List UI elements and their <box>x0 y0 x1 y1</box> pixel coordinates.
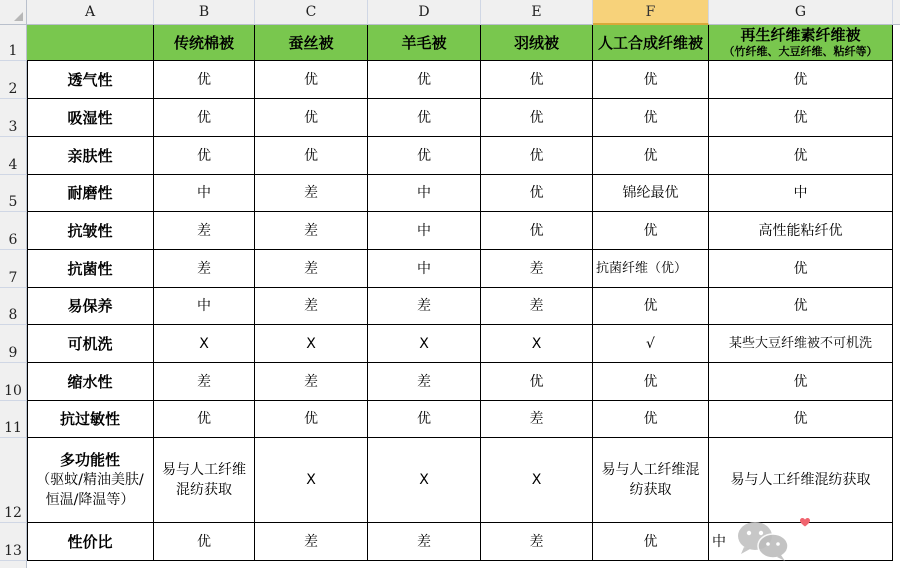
table-cell[interactable]: X <box>481 325 593 363</box>
table-cell[interactable]: X <box>368 325 481 363</box>
row-label-multifunction[interactable] <box>27 438 154 523</box>
table-cell[interactable]: 差 <box>255 212 368 250</box>
row-label[interactable]: 抗过敏性 <box>27 401 154 438</box>
row-label[interactable]: 抗菌性 <box>27 250 154 288</box>
table-cell[interactable]: 差 <box>481 401 593 438</box>
table-cell[interactable]: 易与人工纤维混纺获取 <box>593 438 709 523</box>
table-cell[interactable]: X <box>255 325 368 363</box>
table-cell[interactable]: 差 <box>255 363 368 401</box>
table-cell[interactable]: 优 <box>154 523 255 561</box>
col-header-f[interactable]: F <box>593 0 709 25</box>
row-header[interactable]: 11 <box>0 401 27 438</box>
table-cell[interactable]: 优 <box>255 401 368 438</box>
row-label-sub: （驱蚊/精油美肤/恒温/降温等） <box>36 472 144 508</box>
table-cell[interactable]: 差 <box>154 250 255 288</box>
table-cell[interactable]: 优 <box>154 99 255 137</box>
table-cell[interactable]: 差 <box>255 288 368 325</box>
row-label[interactable]: 吸湿性 <box>27 99 154 137</box>
col-header-e[interactable]: E <box>481 0 593 25</box>
wechat-logo-icon <box>735 518 793 562</box>
table-cell[interactable]: 差 <box>368 523 481 561</box>
table-cell[interactable]: 差 <box>368 288 481 325</box>
table-cell[interactable]: 差 <box>154 212 255 250</box>
table-cell[interactable]: 中 <box>368 212 481 250</box>
row-label: 多功能性 <box>59 451 120 469</box>
table-cell[interactable]: 差 <box>481 523 593 561</box>
row-label[interactable]: 耐磨性 <box>27 175 154 212</box>
table-cell[interactable]: 高性能粘纤优 <box>709 212 893 250</box>
row-header[interactable]: 5 <box>0 175 27 212</box>
table-cell[interactable]: 优 <box>593 401 709 438</box>
table-cell[interactable]: 锦纶最优 <box>593 175 709 212</box>
table-cell[interactable]: 中 <box>368 250 481 288</box>
row-header[interactable]: 3 <box>0 99 27 137</box>
header-regenerated-subtitle: （竹纤维、大豆纤维、粘纤等） <box>723 44 878 58</box>
table-cell[interactable]: 优 <box>154 61 255 99</box>
table-cell[interactable]: 差 <box>481 250 593 288</box>
row-header[interactable]: 4 <box>0 137 27 175</box>
table-cell[interactable]: 优 <box>481 175 593 212</box>
table-cell[interactable]: X <box>255 438 368 523</box>
col-header-h[interactable] <box>893 0 900 25</box>
table-cell[interactable]: 优 <box>481 137 593 175</box>
table-cell[interactable]: 优 <box>368 137 481 175</box>
table-cell[interactable]: 优 <box>709 288 893 325</box>
table-cell[interactable]: 优 <box>481 61 593 99</box>
table-cell[interactable]: 优 <box>368 401 481 438</box>
row-header[interactable]: 12 <box>0 438 27 523</box>
table-cell[interactable]: 易与人工纤维混纺获取 <box>154 438 255 523</box>
header-regenerated-title: 再生纤维素纤维被 <box>740 25 861 44</box>
table-cell[interactable]: 优 <box>481 212 593 250</box>
row-header[interactable]: 1 <box>0 25 27 61</box>
table-cell[interactable]: 优 <box>255 99 368 137</box>
col-header-g[interactable]: G <box>709 0 893 25</box>
row-header[interactable]: 6 <box>0 212 27 250</box>
table-cell[interactable]: 优 <box>593 61 709 99</box>
col-header-b[interactable]: B <box>154 0 255 25</box>
row-header[interactable] <box>0 561 27 568</box>
table-cell[interactable]: 优 <box>255 61 368 99</box>
table-cell[interactable]: 差 <box>255 250 368 288</box>
row-label[interactable]: 缩水性 <box>27 363 154 401</box>
table-cell[interactable]: 优 <box>593 137 709 175</box>
table-cell[interactable]: 中 <box>709 523 893 561</box>
table-cell[interactable]: 优 <box>593 523 709 561</box>
row-header[interactable]: 2 <box>0 61 27 99</box>
table-cell[interactable]: 优 <box>154 137 255 175</box>
row-header[interactable]: 9 <box>0 325 27 363</box>
table-cell[interactable]: X <box>481 438 593 523</box>
row-header[interactable]: 8 <box>0 288 27 325</box>
table-cell[interactable]: 优 <box>709 99 893 137</box>
table-cell[interactable]: 优 <box>255 137 368 175</box>
table-cell[interactable]: 中 <box>154 288 255 325</box>
table-cell[interactable]: 中 <box>154 175 255 212</box>
row-label[interactable]: 透气性 <box>27 61 154 99</box>
header-cell-silk[interactable]: 蚕丝被 <box>255 25 368 61</box>
header-cell-cotton[interactable]: 传统棉被 <box>154 25 255 61</box>
row-label[interactable]: 亲肤性 <box>27 137 154 175</box>
table-cell[interactable]: 差 <box>154 363 255 401</box>
table-cell[interactable]: 差 <box>255 523 368 561</box>
table-cell[interactable]: 抗菌纤维（优） <box>593 250 709 288</box>
table-cell[interactable]: 优 <box>593 99 709 137</box>
table-cell[interactable]: 优 <box>481 363 593 401</box>
table-cell[interactable]: 优 <box>593 288 709 325</box>
col-header-c[interactable]: C <box>255 0 368 25</box>
table-cell[interactable]: 差 <box>255 175 368 212</box>
table-cell[interactable]: 易与人工纤维混纺获取 <box>709 438 893 523</box>
row-header[interactable]: 10 <box>0 363 27 401</box>
header-cell-synthetic[interactable]: 人工合成纤维被 <box>593 25 709 61</box>
table-cell[interactable]: 差 <box>368 363 481 401</box>
table-cell[interactable]: X <box>368 438 481 523</box>
table-cell[interactable]: √ <box>593 325 709 363</box>
table-cell[interactable]: 优 <box>709 61 893 99</box>
header-cell-wool[interactable]: 羊毛被 <box>368 25 481 61</box>
table-cell[interactable]: 优 <box>481 99 593 137</box>
row-header[interactable]: 7 <box>0 250 27 288</box>
table-cell[interactable]: X <box>154 325 255 363</box>
table-cell[interactable]: 优 <box>368 99 481 137</box>
table-cell[interactable]: 优 <box>709 137 893 175</box>
row-label[interactable]: 可机洗 <box>27 325 154 363</box>
table-cell[interactable]: 优 <box>709 401 893 438</box>
col-header-d[interactable]: D <box>368 0 481 25</box>
row-label[interactable]: 易保养 <box>27 288 154 325</box>
header-cell-a[interactable] <box>27 25 154 61</box>
row-label[interactable]: 性价比 <box>27 523 154 561</box>
table-cell[interactable]: 优 <box>154 401 255 438</box>
row-label[interactable]: 抗皱性 <box>27 212 154 250</box>
heart-icon <box>800 518 810 527</box>
table-cell[interactable]: 某些大豆纤维被不可机洗 <box>709 325 893 363</box>
table-cell[interactable]: 优 <box>709 363 893 401</box>
row-header[interactable]: 13 <box>0 523 27 561</box>
header-cell-down[interactable]: 羽绒被 <box>481 25 593 61</box>
table-cell[interactable]: 中 <box>709 175 893 212</box>
table-cell[interactable]: 优 <box>593 363 709 401</box>
table-cell[interactable]: 优 <box>709 250 893 288</box>
table-cell[interactable]: 优 <box>368 61 481 99</box>
table-cell[interactable]: 中 <box>368 175 481 212</box>
select-all-corner[interactable] <box>0 0 27 25</box>
table-cell[interactable]: 优 <box>593 212 709 250</box>
col-header-a[interactable]: A <box>27 0 154 25</box>
header-cell-regenerated[interactable] <box>709 25 893 61</box>
table-cell[interactable]: 差 <box>481 288 593 325</box>
